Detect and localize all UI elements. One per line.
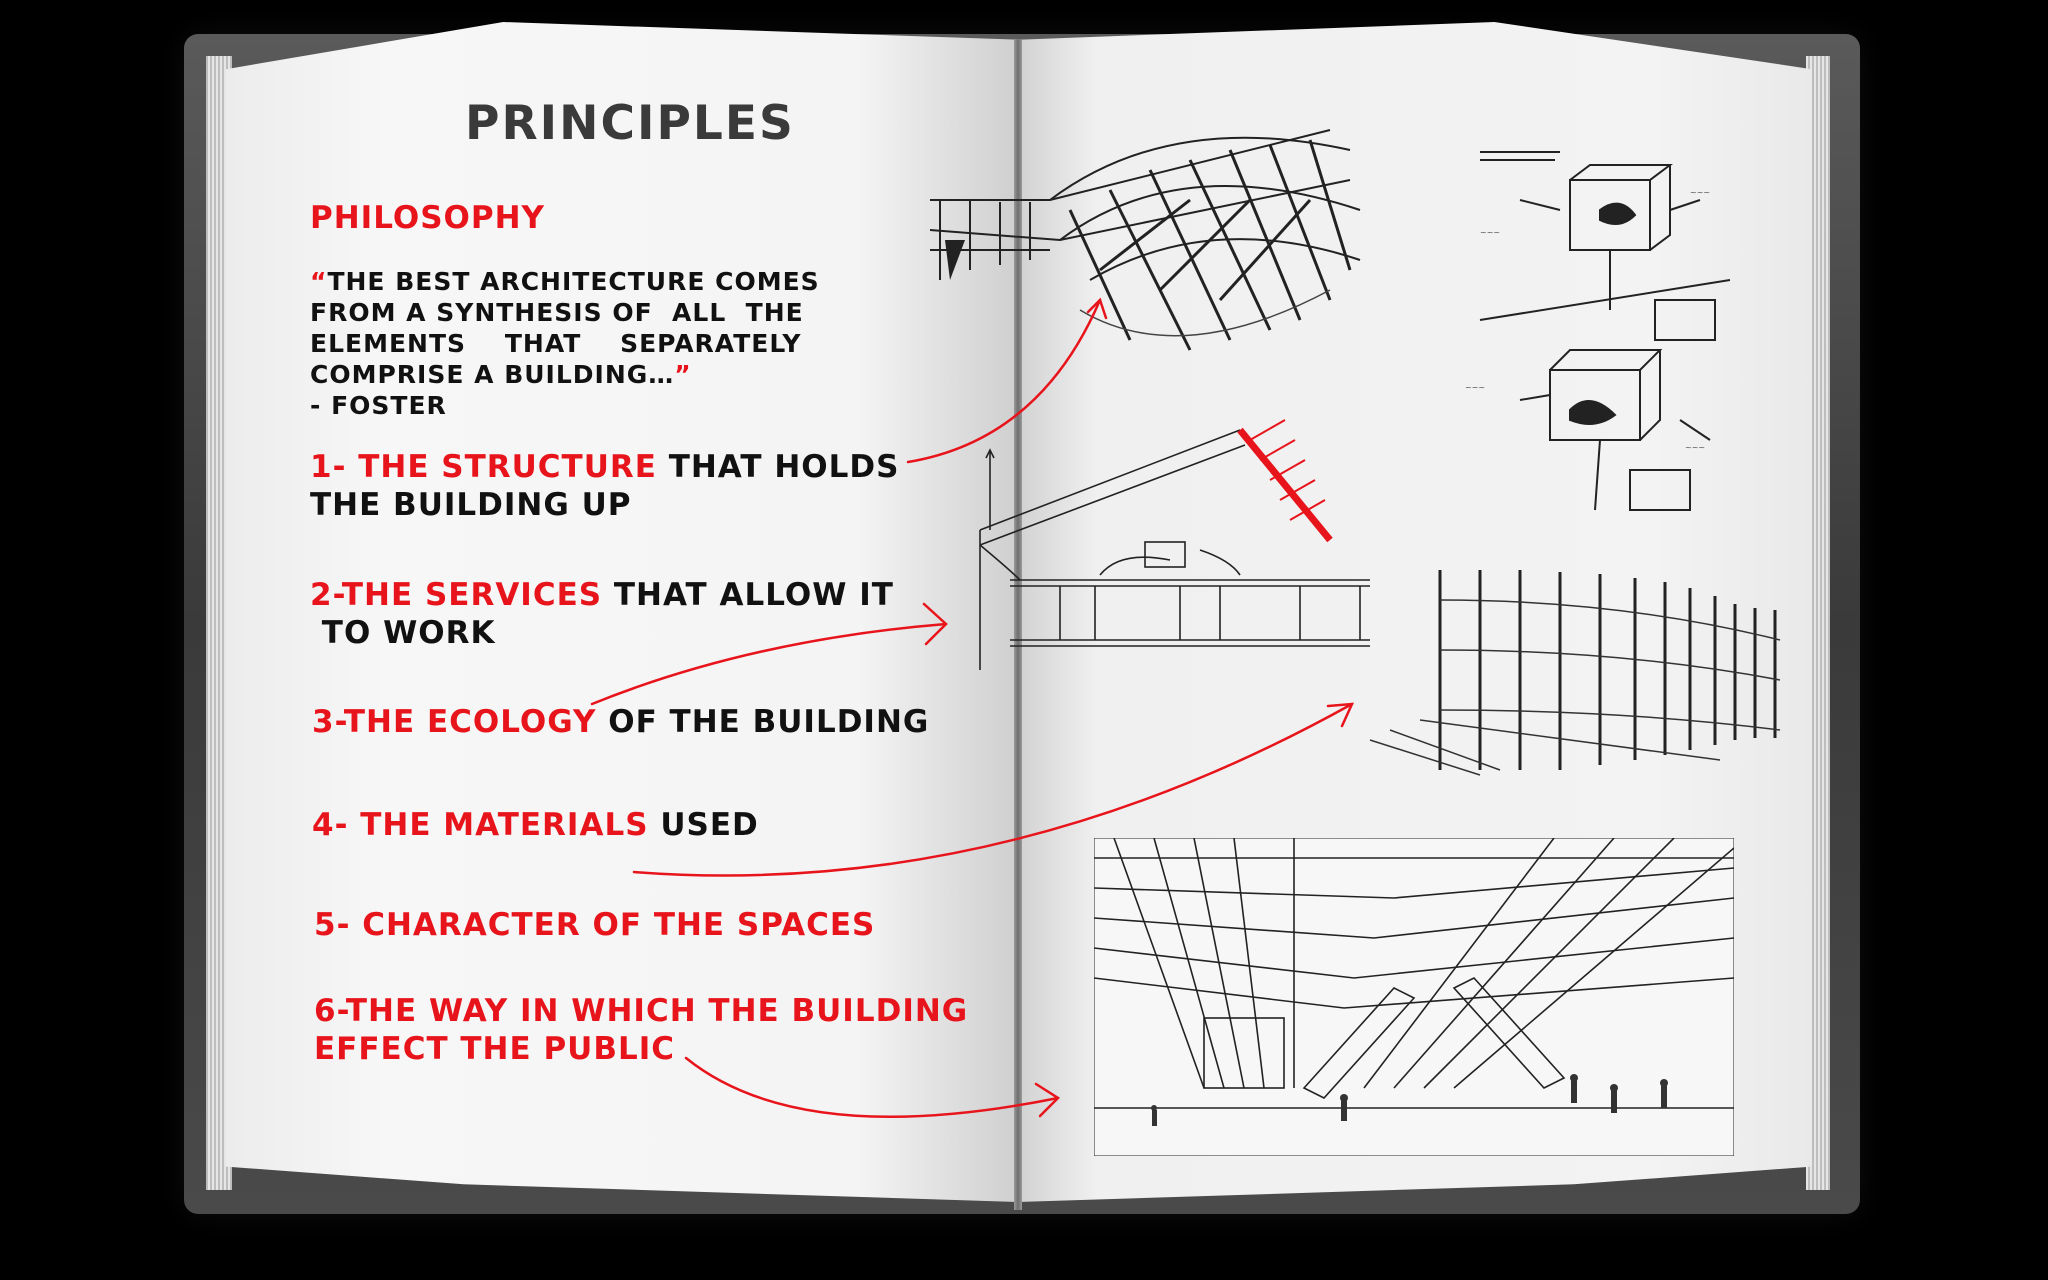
quote-line-4: COMPRISE A BUILDING…” — [310, 360, 692, 389]
quote-open-mark: “ — [310, 267, 328, 296]
quote-line-3: ELEMENTS THAT SEPARATELY — [310, 329, 802, 358]
quote-close-mark: ” — [674, 360, 692, 389]
quote-line-2: FROM A SYNTHESIS OF ALL THE — [310, 298, 804, 327]
svg-text:~~~: ~~~ — [1685, 443, 1706, 452]
principle-item-1: 1- THE STRUCTURE THAT HOLDS THE BUILDING UP — [310, 449, 900, 523]
principle-item-4: 4- THE MATERIALS USED — [312, 807, 759, 843]
svg-text:~~~: ~~~ — [1465, 383, 1486, 392]
arrow-services — [592, 624, 946, 704]
principle-item-2: 2-THE SERVICES THAT ALLOW IT TO WORK — [310, 577, 894, 651]
quote-author: - FOSTER — [310, 391, 447, 420]
quote-line-1: “THE BEST ARCHITECTURE COMES — [310, 267, 820, 296]
principle-item-3: 3-THE ECOLOGY OF THE BUILDING — [312, 704, 930, 740]
philosophy-heading: PHILOSOPHY — [310, 200, 545, 236]
arrow-structure — [908, 300, 1100, 462]
principle-item-5: 5- CHARACTER OF THE SPACES — [314, 907, 876, 943]
page-title: PRINCIPLES — [465, 96, 795, 151]
arrow-materials — [634, 704, 1352, 876]
svg-text:~~~: ~~~ — [1480, 228, 1501, 237]
principle-item-6: 6-THE WAY IN WHICH THE BUILDING EFFECT THE PUBLIC — [314, 993, 969, 1067]
arrow-public — [686, 1058, 1058, 1117]
svg-text:~~~: ~~~ — [1690, 188, 1711, 197]
